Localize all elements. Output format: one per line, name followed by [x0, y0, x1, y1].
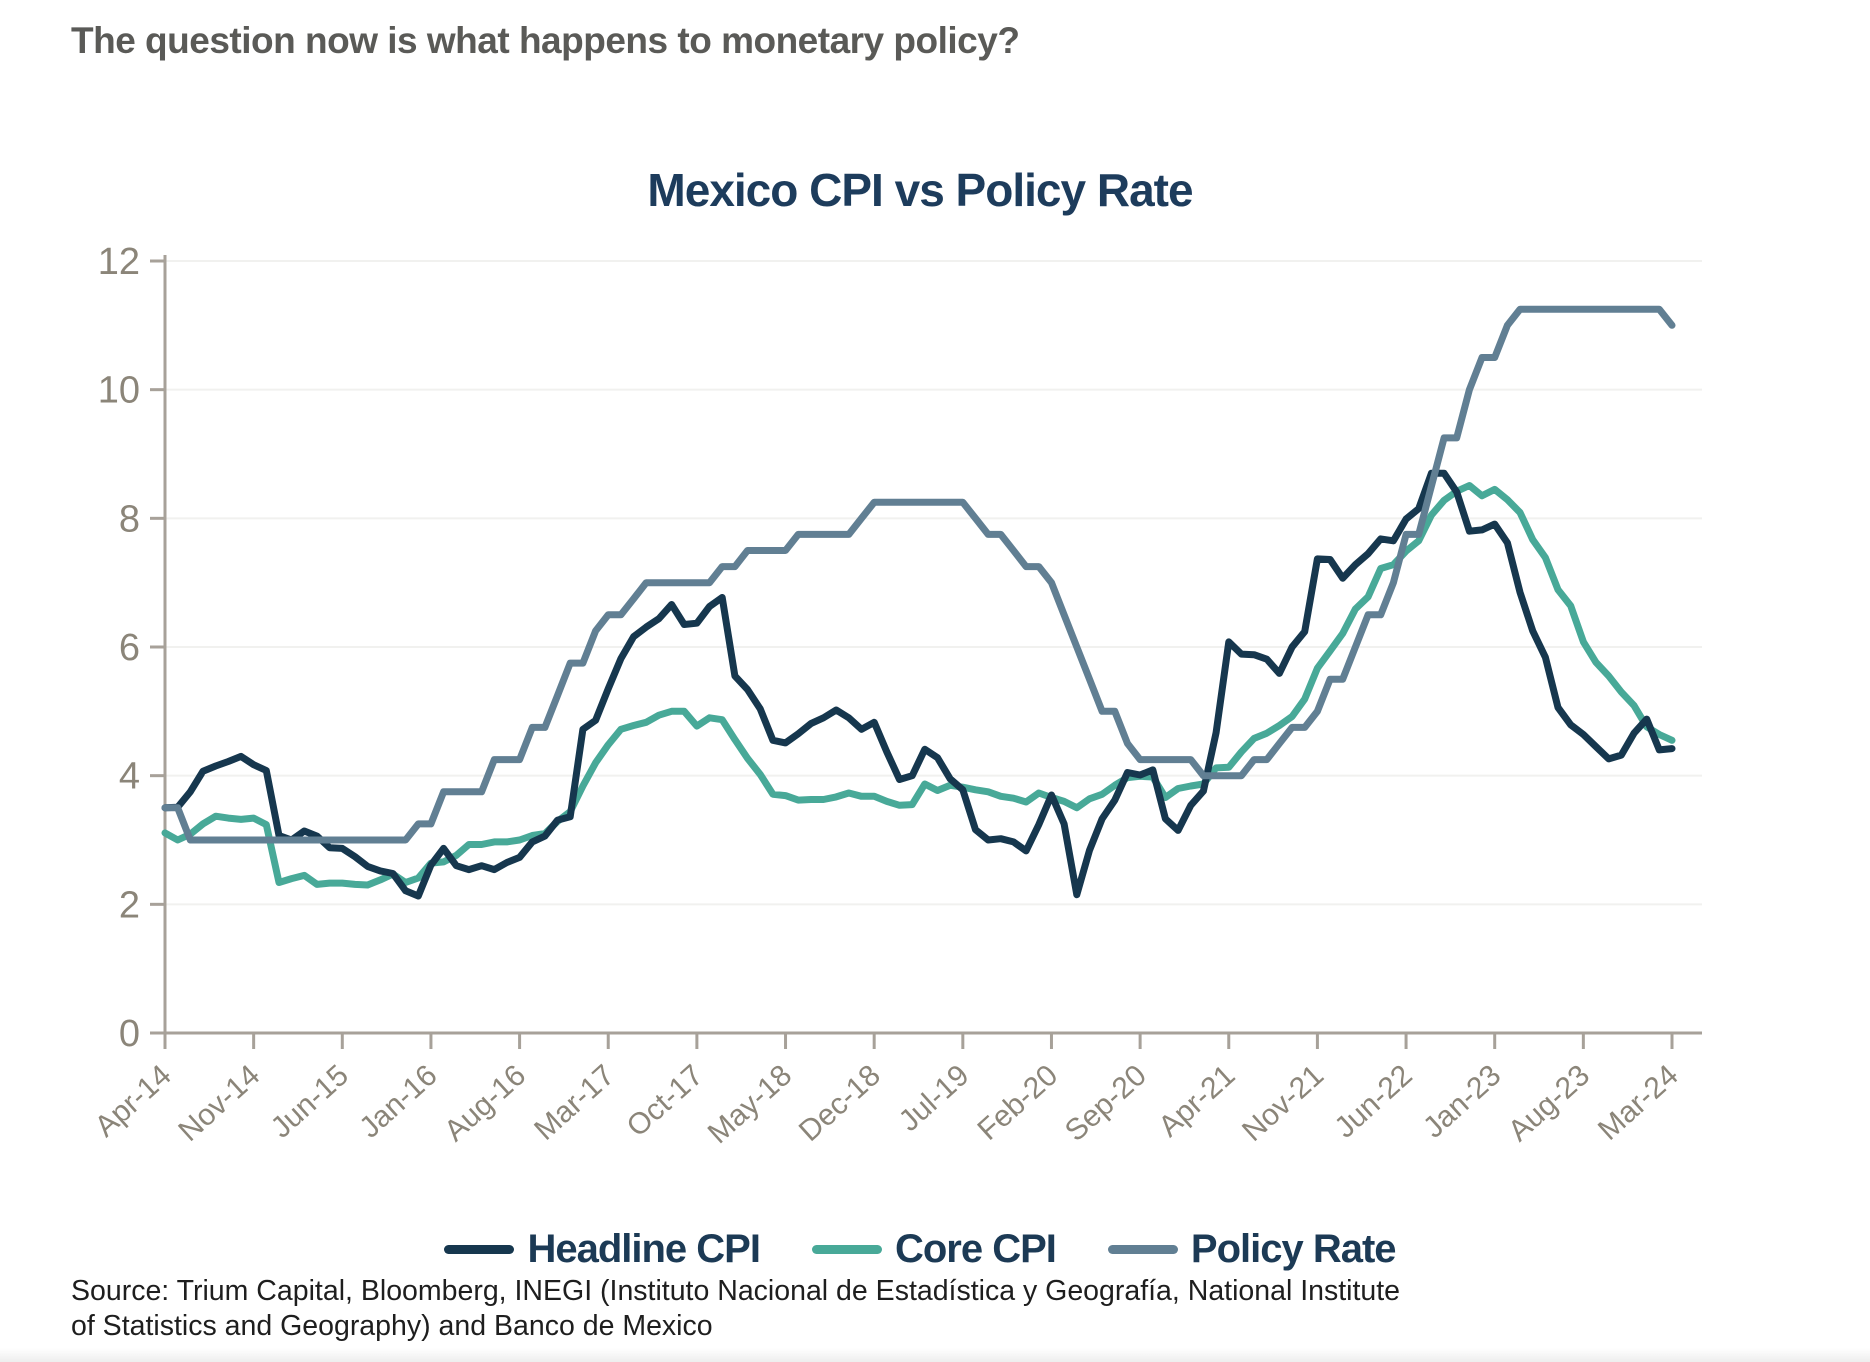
legend-swatch-headline-cpi	[444, 1245, 514, 1254]
x-tick-label: Jun-22	[1328, 1058, 1419, 1145]
x-tick-label: Oct-17	[620, 1058, 710, 1144]
page-title: The question now is what happens to monetary policy?	[71, 20, 1020, 61]
legend-label: Headline CPI	[527, 1226, 760, 1271]
chart-title: Mexico CPI vs Policy Rate	[647, 164, 1193, 216]
source-note: Source: Trium Capital, Bloomberg, INEGI (Instituto Nacional de Estadística y Geografía, National Institute of Statistics and Geography) and Banco de Mexico	[71, 1275, 1401, 1342]
legend-item-policy-rate	[1108, 1227, 1396, 1272]
y-tick-label: 2	[118, 884, 140, 927]
x-tick-label: Aug-16	[438, 1058, 533, 1148]
y-tick-label: 4	[118, 755, 140, 798]
x-tick-label: Mar-17	[528, 1058, 621, 1147]
legend-swatch-core-cpi	[812, 1245, 882, 1254]
x-tick-label: Dec-18	[792, 1058, 887, 1148]
y-tick-label: 10	[97, 369, 140, 412]
x-tick-label: Nov-14	[172, 1058, 267, 1148]
legend-label: Core CPI	[894, 1226, 1056, 1271]
legend-item-headline-cpi	[444, 1227, 760, 1272]
x-tick-label: Nov-21	[1236, 1058, 1331, 1148]
x-tick-label: Feb-20	[971, 1058, 1065, 1147]
x-tick-label: May-18	[701, 1058, 799, 1151]
x-tick-label: Jan-23	[1417, 1058, 1508, 1145]
y-tick-label: 6	[118, 627, 140, 669]
y-tick-label: 0	[118, 1013, 140, 1055]
y-tick-label: 8	[118, 498, 140, 541]
series-line-core-cpi	[165, 486, 1672, 886]
legend	[165, 1222, 1675, 1276]
x-tick-label: Apr-14	[88, 1058, 178, 1144]
page-edge-fade	[0, 1348, 1870, 1362]
x-tick-label: Sep-20	[1058, 1058, 1153, 1148]
y-tick-label: 12	[97, 241, 140, 283]
x-tick-label: Jul-19	[892, 1058, 976, 1138]
x-tick-label: Apr-21	[1152, 1058, 1242, 1144]
x-tick-label: Mar-24	[1591, 1058, 1685, 1147]
legend-item-core-cpi	[812, 1227, 1056, 1272]
legend-label: Policy Rate	[1190, 1226, 1396, 1271]
legend-swatch-policy-rate	[1108, 1245, 1178, 1254]
series-line-headline-cpi	[165, 473, 1672, 896]
x-tick-label: Aug-23	[1502, 1058, 1597, 1148]
x-tick-label: Jan-16	[353, 1058, 444, 1145]
x-tick-label: Jun-15	[264, 1058, 355, 1145]
